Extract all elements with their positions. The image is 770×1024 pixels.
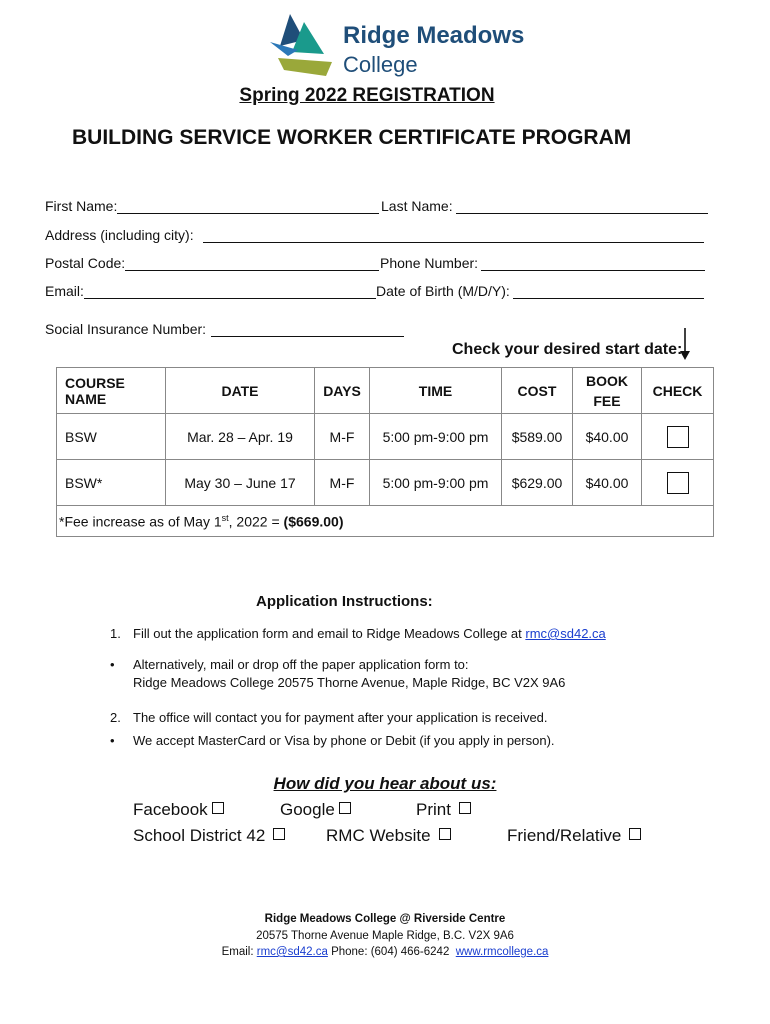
program-title: BUILDING SERVICE WORKER CERTIFICATE PROGRAM [72, 126, 632, 149]
last-name-field[interactable] [456, 196, 708, 214]
fee-note-amount: ($669.00) [283, 513, 344, 530]
fee-note-row [57, 506, 714, 537]
row2-start-date-checkbox[interactable] [667, 472, 689, 494]
fee-note [57, 506, 714, 537]
footer-email-link[interactable]: rmc@sd42.ca [256, 946, 328, 958]
header-book-fee-line1: BOOK [586, 372, 628, 389]
row2-check-cell [642, 460, 714, 506]
email-label: Email: [45, 283, 84, 299]
sin-underline [211, 336, 404, 337]
row1-start-date-checkbox[interactable] [667, 426, 689, 448]
footer-phone: Phone: (604) 466-6242 [331, 946, 450, 958]
hear-option-school-district[interactable] [133, 826, 285, 846]
fee-note-sup: st [221, 512, 229, 523]
instructions-title: Application Instructions: [256, 593, 433, 610]
last-name-underline [456, 213, 708, 214]
logo-name-line2: College [343, 52, 418, 77]
row1-time: 5:00 pm-9:00 pm [370, 414, 502, 460]
date-of-birth-label: Date of Birth (M/D/Y): [376, 283, 510, 299]
address-underline [203, 242, 704, 243]
row1-days: M-F [315, 414, 370, 460]
header-course-name: COURSE NAME [57, 368, 166, 414]
first-name-field[interactable] [117, 196, 379, 214]
option-label: RMC Website [326, 826, 431, 845]
sin-field[interactable] [211, 319, 404, 337]
print-checkbox[interactable] [459, 802, 471, 814]
registration-title: Spring 2022 REGISTRATION [239, 85, 495, 106]
email-field[interactable] [84, 281, 376, 299]
row1-course: BSW [57, 414, 166, 460]
footer-contact [0, 946, 770, 958]
rmc-website-checkbox[interactable] [439, 828, 451, 840]
address-field[interactable] [203, 225, 704, 243]
row2-date: May 30 – June 17 [166, 460, 315, 506]
instruction-text: We accept MasterCard or Visa by phone or Debit (if you apply in person). [133, 733, 555, 748]
postal-code-underline [125, 270, 379, 271]
email-underline [84, 298, 376, 299]
instruction-bullet: • [110, 733, 115, 748]
facebook-checkbox[interactable] [212, 802, 224, 814]
email-link[interactable]: rmc@sd42.ca [525, 626, 606, 641]
table-row [57, 460, 714, 506]
instruction-text: Fill out the application form and email to Ridge Meadows College at [133, 626, 526, 641]
fee-note-middle: , 2022 = [228, 513, 284, 530]
friend-relative-checkbox[interactable] [629, 828, 641, 840]
header-check: CHECK [642, 368, 714, 414]
first-name-underline [117, 213, 379, 214]
postal-code-field[interactable] [125, 253, 379, 271]
hear-option-rmc-website[interactable] [326, 826, 451, 846]
address-label: Address (including city): [45, 227, 194, 243]
postal-code-label: Postal Code: [45, 255, 126, 271]
footer-email-label: Email: [221, 946, 257, 958]
arrow-down-icon [677, 327, 693, 361]
instruction-text: The office will contact you for payment after your application is received. [133, 710, 548, 725]
row1-check-cell [642, 414, 714, 460]
instruction-address: Ridge Meadows College 20575 Thorne Avenue, Maple Ridge, BC V2X 9A6 [133, 675, 566, 690]
hear-option-print[interactable] [416, 800, 471, 820]
option-label: Friend/Relative [507, 826, 622, 845]
instruction-text: Alternatively, mail or drop off the paper application form to: [133, 657, 469, 672]
instruction-marker: 2. [110, 710, 121, 725]
start-date-label: Check your desired start date: [452, 341, 683, 358]
header-book-fee [573, 368, 642, 414]
hear-option-friend-relative[interactable] [507, 826, 641, 846]
row2-days: M-F [315, 460, 370, 506]
row1-book-fee: $40.00 [573, 414, 642, 460]
option-label: Google [280, 800, 335, 819]
row2-book-fee: $40.00 [573, 460, 642, 506]
date-of-birth-underline [513, 298, 704, 299]
hear-about-title: How did you hear about us: [273, 774, 497, 793]
row1-cost: $589.00 [502, 414, 573, 460]
first-name-label: First Name: [45, 198, 118, 214]
header-time: TIME [370, 368, 502, 414]
header-date: DATE [166, 368, 315, 414]
row2-time: 5:00 pm-9:00 pm [370, 460, 502, 506]
footer-address: 20575 Thorne Avenue Maple Ridge, B.C. V2X 9A6 [256, 930, 514, 942]
row1-date: Mar. 28 – Apr. 19 [166, 414, 315, 460]
option-label: School District 42 [133, 826, 266, 845]
table-row [57, 414, 714, 460]
fee-note-prefix: *Fee increase as of May 1 [59, 513, 222, 530]
instruction-marker: 1. [110, 626, 121, 641]
option-label: Print [416, 800, 451, 819]
hear-option-facebook[interactable] [133, 800, 224, 820]
header-days: DAYS [315, 368, 370, 414]
phone-number-underline [481, 270, 705, 271]
college-logo-icon [268, 12, 338, 78]
header-cost: COST [502, 368, 573, 414]
footer-college-name: Ridge Meadows College @ Riverside Centre [264, 913, 506, 925]
school-district-checkbox[interactable] [273, 828, 285, 840]
phone-number-label: Phone Number: [380, 255, 479, 271]
footer-website-link[interactable]: www.rmcollege.ca [455, 946, 549, 958]
table-header-row [57, 368, 714, 414]
last-name-label: Last Name: [381, 198, 453, 214]
hear-option-google[interactable] [280, 800, 351, 820]
option-label: Facebook [133, 800, 208, 819]
course-table [56, 367, 714, 537]
row2-cost: $629.00 [502, 460, 573, 506]
header-book-fee-line2: FEE [593, 392, 621, 409]
phone-number-field[interactable] [481, 253, 705, 271]
instruction-bullet: • [110, 657, 115, 672]
logo-name-line1: Ridge Meadows [343, 22, 525, 49]
row2-course: BSW* [57, 460, 166, 506]
google-checkbox[interactable] [339, 802, 351, 814]
date-of-birth-field[interactable] [513, 281, 704, 299]
sin-label: Social Insurance Number: [45, 321, 207, 337]
